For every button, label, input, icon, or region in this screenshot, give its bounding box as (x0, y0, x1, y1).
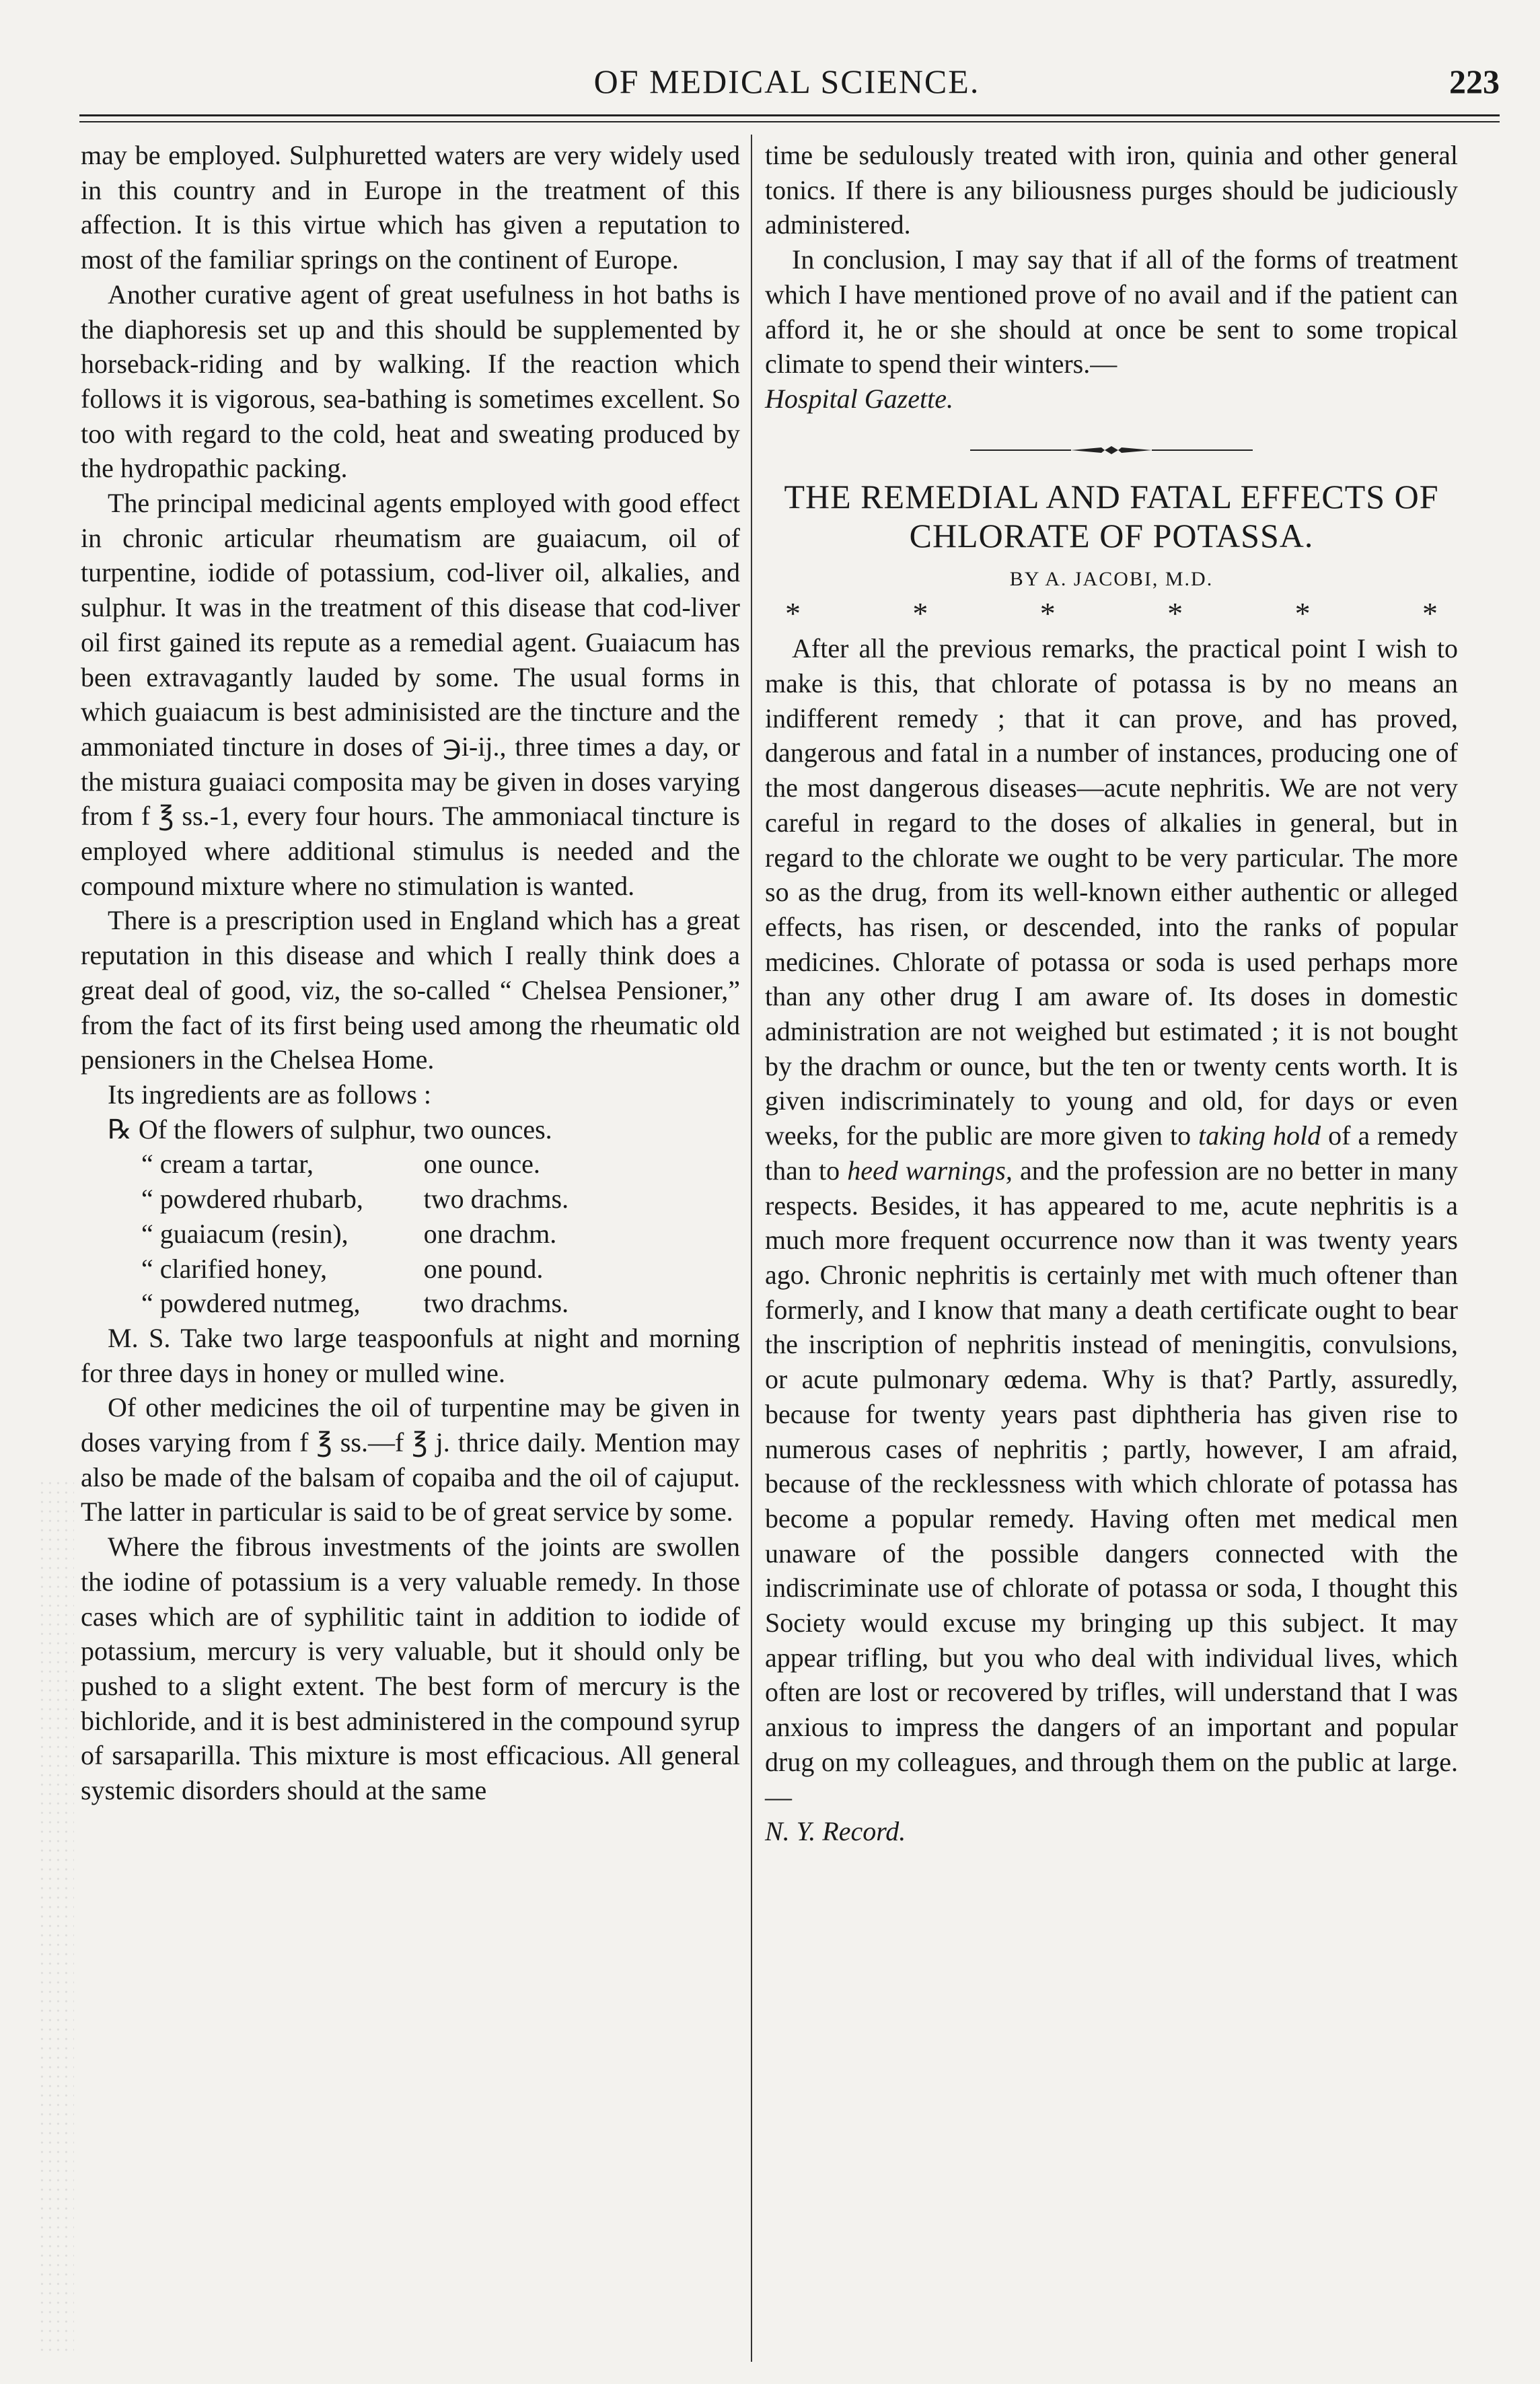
prescription-row (81, 1147, 740, 1182)
left-paragraph: Where the fibrous investments of the joints are swollen the iodine of potassium is a very valuable remedy. In those cases which are of syphilitic taint in addition to iodide of potassium, mercury is very valuable, but it should only be pushed to a slight extent. The best form of mercury is the bichloride, and it is best administered in the compound syrup of sarsaparilla. This mixture is most efficacious. All general systemic disorders should at the same (81, 1531, 740, 1806)
page-number: 223 (1449, 63, 1500, 100)
prescription-item: “ guaiacum (resin), (141, 1218, 349, 1249)
ornamental-rule-icon (970, 443, 1253, 457)
left-paragraph: Another curative agent of great usefulness in hot baths is the diaphoresis set up and this should be supplemented by horseback-riding and by walking. If the reaction which follows it is vigorous, sea-bathing is sometimes excellent. So too with regard to the cold, heat and sweating produced by the hydropathic packing. (81, 279, 740, 484)
print-speckle (40, 1480, 74, 2355)
prescription-qty: two drachms. (423, 1184, 569, 1215)
asterisk: * (1167, 596, 1183, 631)
prescription-qty: one pound. (423, 1253, 544, 1284)
left-paragraph: M. S. Take two large teaspoonfuls at night and morning for three days in honey or mulled wine. (81, 1322, 740, 1388)
prescription-item: “ cream a tartar, (141, 1149, 314, 1180)
column-divider (751, 135, 752, 2362)
attribution: Hospital Gazette. (765, 383, 953, 414)
prescription-item: “ powdered nutmeg, (141, 1288, 361, 1319)
left-paragraph: There is a prescription used in England which has a great reputation in this disease and which I really think does a great deal of good, viz, the so-called “ Chelsea Pensioner,” from the fact of its first being used among the rheumatic old pensioners in the Chelsea Home. (81, 905, 740, 1075)
emphasis: heed warnings, (847, 1155, 1013, 1186)
asterisk: * (785, 596, 801, 631)
left-paragraph: The principal medicinal agents employed with good effect in chronic articular rheumatism are guaiacum, oil of turpentine, iodide of potassium, cod-liver oil, alkalies, and sulphur. It was in the treatment of this disease that cod-liver oil first gained its repute as a remedial agent. Guaiacum has been extravagantly lauded by some. The usual forms in which guaiacum is best adminisisted are the tincture and the ammoniated tincture in doses of ℈i-ij., three times a day, or the mistura guaiaci composita may be given in doses varying from f ℥ ss.-1, every four hours. The ammoniacal tincture is employed where additional stimulus is needed and the compound mixture where no stimulation is wanted. (81, 488, 740, 901)
asterisk: * (912, 596, 928, 631)
emphasis: taking hold (1198, 1120, 1321, 1151)
right-paragraph-text: In conclusion, I may say that if all of the forms of treatment which I have mentioned prove of no avail and if the patient can afford it, he or she should at once be sent to some tropical climate to spend their winters.— (765, 244, 1458, 380)
asterisk-separator (765, 596, 1458, 631)
right-column (765, 138, 1458, 1849)
header-rule-thin (79, 121, 1500, 122)
prescription-row (81, 1182, 740, 1217)
article-heading (765, 477, 1458, 597)
left-paragraph: may be employed. Sulphuretted waters are very widely used in this country and in Europe in the treatment of this affection. It is this virtue which has given a reputation to most of the familiar springs on the continent of Europe. (81, 140, 740, 275)
article-byline: BY A. JACOBI, M.D. (1009, 567, 1214, 590)
prescription-row (81, 1252, 740, 1287)
left-paragraph: Of other medicines the oil of turpentine may be given in doses varying from f ℥ ss.—f ℥ j. thrice daily. Mention may also be made of the balsam of copaiba and the oil of cajuput. The latter in particular is said to be of great service by some. (81, 1392, 740, 1527)
attribution: N. Y. Record. (765, 1816, 906, 1847)
left-column (81, 138, 740, 1808)
ingredients-intro: Its ingredients are as follows : (108, 1079, 431, 1110)
prescription-table (81, 1112, 740, 1321)
prescription-item: ℞ Of the flowers of sulphur, (108, 1114, 416, 1145)
right-paragraph (765, 242, 1458, 417)
asterisk: * (1039, 596, 1056, 631)
prescription-row (81, 1286, 740, 1321)
article-text: and the profession are no better in many respects. Besides, it has appeared to me, acute nephritis is a much more frequent occurrence now than it was twenty years ago. Chronic nephritis is certainly met with much oftener than formerly, and I know that many a death certificate ought to bear the inscription of nephritis instead of meningitis, convulsions, or acute pulmonary œdema. Why is that? Partly, assuredly, because for twenty years past diphtheria has given rise to numerous cases of nephritis ; partly, however, I am afraid, because of the recklessness with which chlorate of potassa has become a popular remedy. Having often met medical men unaware of the possible dangers connected with the indiscriminate use of chlorate of potassa or soda, I thought this Society would excuse my bringing up this subject. It may appear trifling, but you who deal with individual lives, which often are lost or recovered by trifles, will understand that I was anxious to impress the dangers of an important and popular drug on my colleagues, and through them on the public at large.— (765, 1155, 1459, 1812)
prescription-item: “ clarified honey, (141, 1253, 328, 1284)
article-text: of a remedy than to (765, 1120, 1458, 1186)
asterisk: * (1294, 596, 1311, 631)
asterisk: * (1422, 596, 1438, 631)
prescription-qty: two ounces. (423, 1114, 552, 1145)
header-rule (79, 114, 1500, 116)
article-text: After all the previous remarks, the practical point I wish to make is this, that chlorate of potassa is by no means an indifferent remedy ; that it can prove, and has proved, dangerous and fatal in a number of instances, producing one of the most dangerous diseases—acute nephritis. We are not very careful in regard to the doses of alkalies in general, but in regard to the chlorate we ought to be very particular. The more so as the drug, from its well-known either authentic or alleged effects, has risen, or descended, into the ranks of popular medicines. Chlorate of potassa or soda is used perhaps more than any other drug I am aware of. Its doses in domestic administration are not weighed but estimated ; it is not bought by the drachm or ounce, but the ten or twenty cents worth. It is given indiscriminately to young and old, for days or even weeks, for the public are more given to (765, 633, 1458, 1151)
prescription-qty: one drachm. (423, 1218, 557, 1249)
right-paragraph: time be sedulously treated with iron, quinia and other general tonics. If there is any biliousness purges should be judiciously administered. (765, 140, 1458, 240)
article-body (765, 631, 1458, 1849)
running-head (74, 62, 1500, 109)
prescription-row (81, 1112, 740, 1147)
prescription-item: “ powdered rhubarb, (141, 1184, 363, 1215)
article-title: THE REMEDIAL AND FATAL EFFECTS OF CHLORATE OF POTASSA. (784, 477, 1439, 554)
prescription-qty: one ounce. (423, 1149, 540, 1180)
running-title: OF MEDICAL SCIENCE. (593, 63, 980, 100)
prescription-row (81, 1217, 740, 1252)
prescription-qty: two drachms. (423, 1288, 569, 1319)
